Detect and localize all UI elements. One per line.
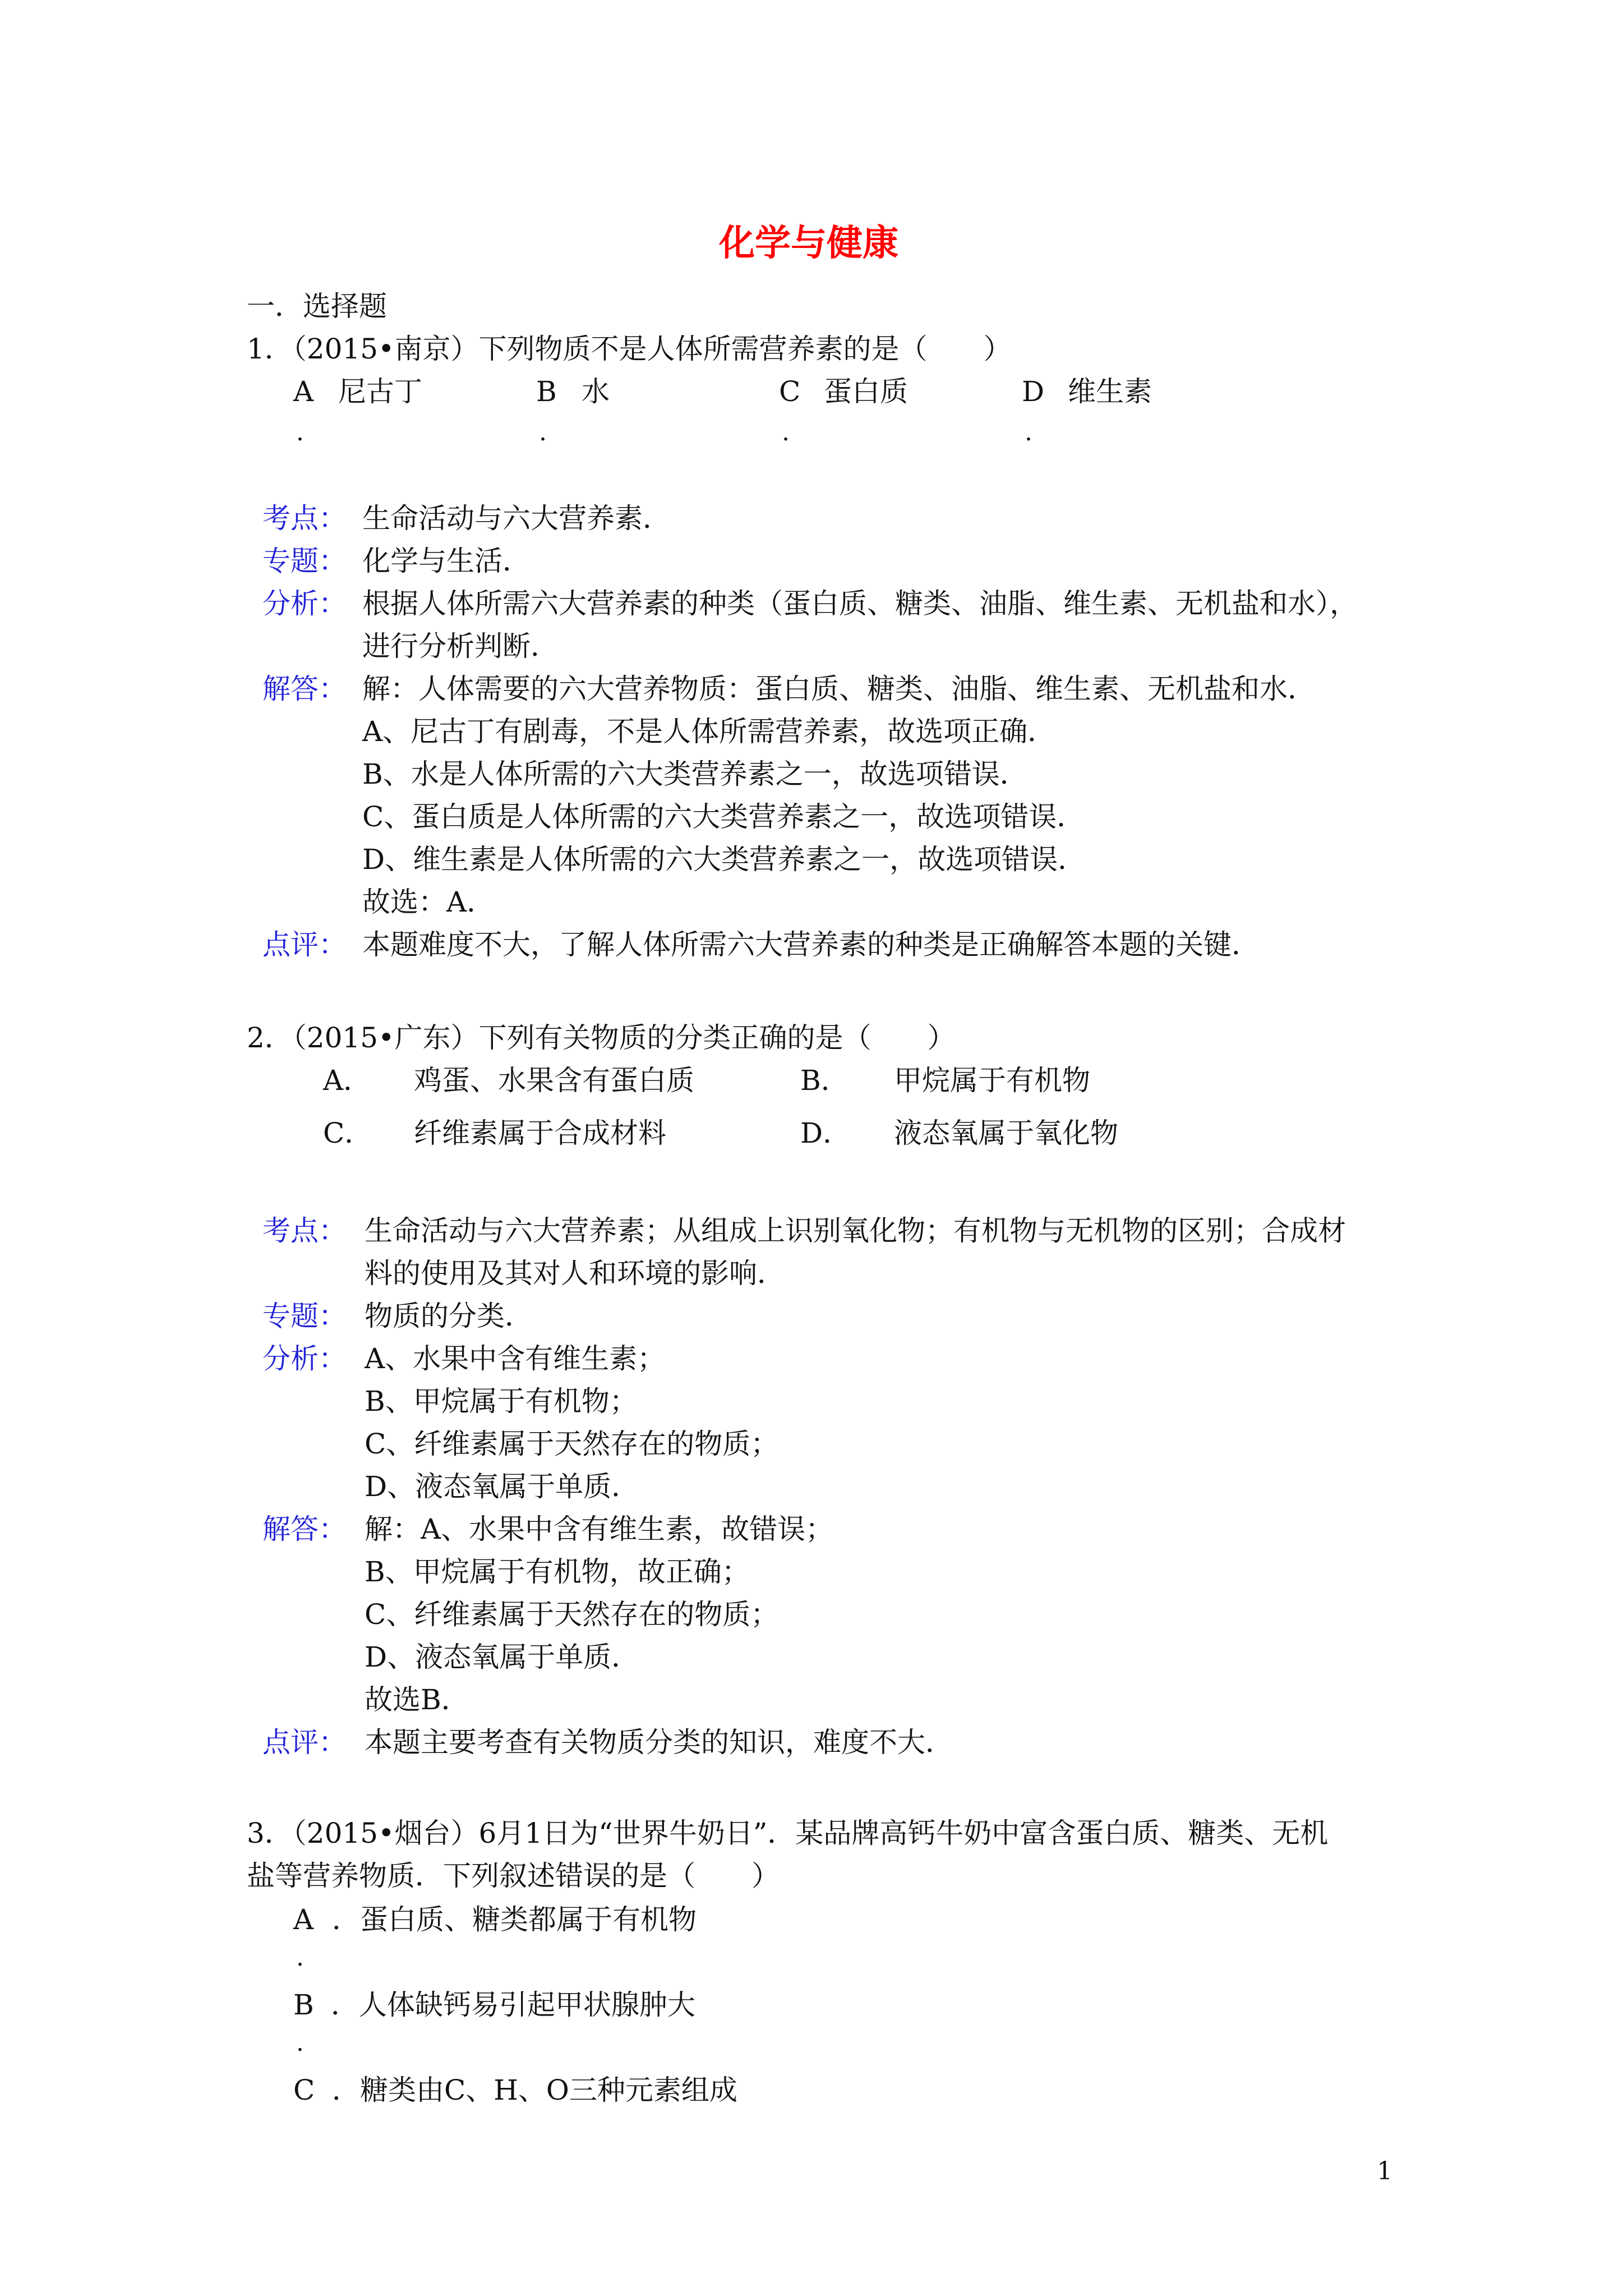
q2-fenxi-label: 分析： (262, 1342, 347, 1375)
q2-zhuanti-label: 专题： (262, 1300, 347, 1332)
q1-fenxi-line: 根据人体所需六大营养素的种类（蛋白质、糖类、油脂、维生素、无机盐和水）， (362, 587, 1358, 620)
q2-fenxi-line: C、纤维素属于天然存在的物质； (365, 1428, 779, 1460)
q1-option-d-text: 维生素 (1068, 375, 1152, 408)
page-title: 化学与健康 (719, 222, 898, 264)
q2-option-c-letter: C． (323, 1117, 373, 1149)
q1-dianping-label: 点评： (262, 928, 347, 961)
q2-zhuanti-text: 物质的分类． (365, 1300, 533, 1332)
q2-kaodian-line: 料的使用及其对人和环境的影响． (365, 1257, 785, 1290)
question-2-stem: 2．（2015•广东）下列有关物质的分类正确的是（ ） (247, 1022, 956, 1054)
q2-option-c-text: 纤维素属于合成材料 (414, 1117, 666, 1149)
question-3-stem-line: 盐等营养物质．下列叙述错误的是（ ） (247, 1860, 780, 1892)
q2-option-d-text: 液态氧属于氧化物 (894, 1117, 1118, 1149)
q3-option-b-letter: B (293, 1989, 314, 2021)
q1-jieda-line: D、维生素是人体所需的六大类营养素之一，故选项错误． (362, 843, 1086, 876)
page-number: 1 (1377, 2157, 1393, 2185)
q2-jieda-line: D、液态氧属于单质． (365, 1641, 640, 1673)
question-3-stem-line: 3．（2015•烟台）6月1日为“世界牛奶日”．某品牌高钙牛奶中富含蛋白质、糖类、无机 (247, 1817, 1329, 1849)
q1-jieda-line: C、蛋白质是人体所需的六大类营养素之一，故选项错误． (362, 800, 1085, 833)
q2-jieda-line: 故选B． (365, 1683, 469, 1716)
q2-jieda-line: C、纤维素属于天然存在的物质； (365, 1598, 779, 1631)
q2-jieda-label: 解答： (262, 1513, 347, 1545)
q1-option-a-dot: . (296, 418, 304, 447)
q1-option-c-dot: . (782, 418, 790, 447)
q3-option-a-dot: . (296, 1943, 304, 1972)
q3-option-a-text: ．蛋白质、糖类都属于有机物 (332, 1903, 697, 1936)
q1-jieda-label: 解答： (262, 673, 347, 705)
q1-dianping-text: 本题难度不大，了解人体所需六大营养素的种类是正确解答本题的关键． (362, 928, 1260, 961)
q1-option-d-dot: . (1025, 418, 1032, 447)
q2-dianping-label: 点评： (262, 1726, 347, 1759)
q1-jieda-line: B、水是人体所需的六大类营养素之一，故选项错误． (362, 758, 1028, 790)
q1-zhuanti-text: 化学与生活． (362, 545, 531, 577)
q1-kaodian-text: 生命活动与六大营养素． (362, 502, 671, 535)
q2-option-b-letter: B． (800, 1064, 849, 1097)
q1-option-a-letter: A (293, 375, 314, 408)
q1-option-b-text: 水 (582, 375, 610, 408)
q1-option-c-text: 蛋白质 (824, 375, 908, 408)
q1-jieda-line: A、尼古丁有剧毒，不是人体所需营养素，故选项正确． (362, 715, 1056, 748)
q1-fenxi-line: 进行分析判断． (362, 630, 559, 662)
q1-option-a-text: 尼古丁 (338, 375, 422, 408)
q3-option-b-dot: . (296, 2028, 304, 2057)
q3-option-b-text: ．人体缺钙易引起甲状腺肿大 (331, 1989, 695, 2021)
q2-option-a-letter: A． (323, 1064, 372, 1097)
q1-jieda-line: 故选：A． (362, 886, 495, 918)
question-1-stem: 1．（2015•南京）下列物质不是人体所需营养素的是（ ） (247, 333, 1012, 365)
q2-jieda-line: 解：A、水果中含有维生素，故错误； (365, 1513, 834, 1545)
q1-option-c-letter: C (779, 375, 801, 408)
q1-option-b-letter: B (536, 375, 557, 408)
q2-fenxi-line: B、甲烷属于有机物； (365, 1385, 638, 1418)
q2-option-b-text: 甲烷属于有机物 (894, 1064, 1090, 1097)
q1-kaodian-label: 考点： (262, 502, 347, 535)
q3-option-a-letter: A (293, 1903, 314, 1936)
q2-dianping-text: 本题主要考查有关物质分类的知识，难度不大． (365, 1726, 953, 1759)
q1-option-d-letter: D (1022, 375, 1045, 408)
q1-fenxi-label: 分析： (262, 587, 347, 620)
q2-fenxi-line: D、液态氧属于单质． (365, 1470, 640, 1503)
q2-jieda-line: B、甲烷属于有机物，故正确； (365, 1556, 750, 1588)
q3-option-c-letter: C (293, 2074, 315, 2106)
q2-option-a-text: 鸡蛋、水果含有蛋白质 (414, 1064, 694, 1097)
q2-option-d-letter: D． (800, 1117, 851, 1149)
q1-zhuanti-label: 专题： (262, 545, 347, 577)
q3-option-c-text: ．糖类由C、H、O三种元素组成 (332, 2074, 737, 2106)
q2-kaodian-label: 考点： (262, 1214, 347, 1247)
section-heading: 一．选择题 (247, 290, 387, 323)
q1-option-b-dot: . (539, 418, 547, 447)
q1-jieda-line: 解：人体需要的六大营养物质：蛋白质、糖类、油脂、维生素、无机盐和水． (362, 673, 1316, 705)
q2-fenxi-line: A、水果中含有维生素； (365, 1342, 666, 1375)
q2-kaodian-line: 生命活动与六大营养素；从组成上识别氧化物；有机物与无机物的区别；合成材 (365, 1214, 1346, 1247)
